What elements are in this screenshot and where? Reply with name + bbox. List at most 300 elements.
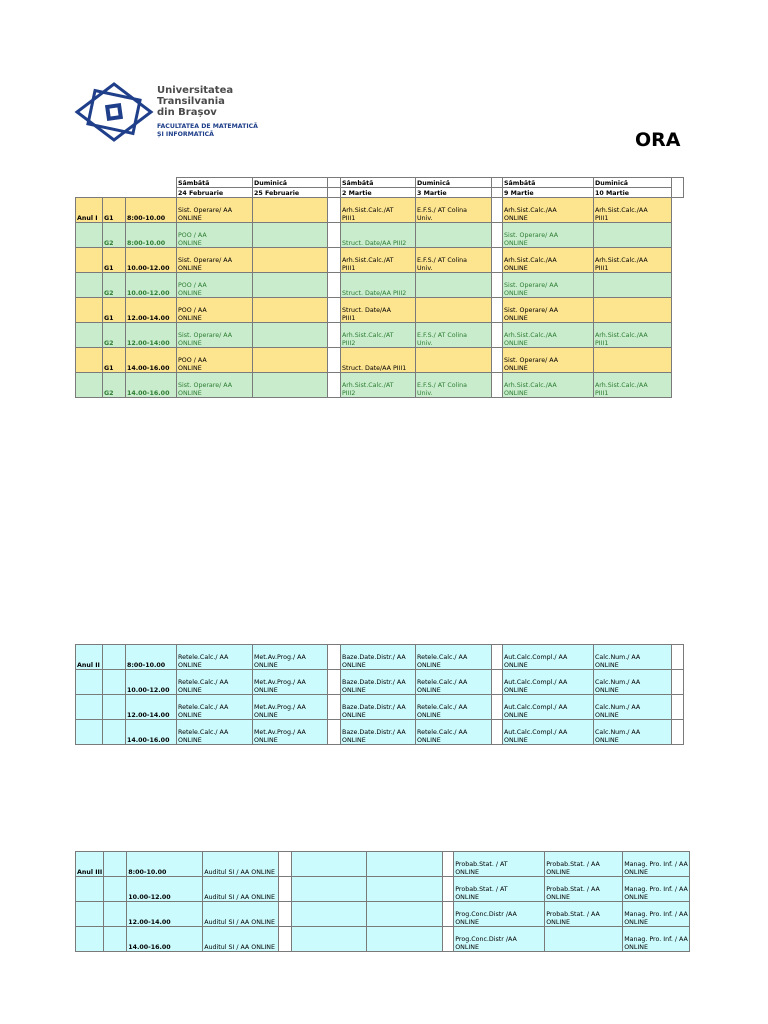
schedule-cell [341,348,416,373]
schedule-cell [341,223,416,248]
table-row [76,273,684,298]
cell-text: ONLINE [624,868,648,876]
schedule-cell [253,720,328,745]
column-separator [328,223,341,248]
cell-text: ONLINE [504,686,528,694]
cell-text: ONLINE [504,264,528,272]
cell-text: Sist. Operare/ AA [504,282,559,290]
schedule-cell [594,373,672,398]
cell-text: ONLINE [546,868,570,876]
cell-text: ONLINE [504,239,528,247]
schedule-cell [503,298,594,323]
faculty-name-line1: FACULTATEA DE MATEMATICĂ [157,123,258,130]
cell-text: E.F.S./ AT Colina [417,207,467,215]
cell-text: ONLINE [504,289,528,297]
schedule-cell [253,198,328,223]
schedule-cell [203,877,279,902]
group-label: G1 [103,348,126,373]
column-separator [328,198,341,223]
column-separator [443,902,454,927]
cell-text: E.F.S./ AT Colina [417,382,467,390]
group-label: G2 [103,223,126,248]
year-label: Anul I [76,198,103,223]
cell-text: Calc.Num./ AA [595,704,641,712]
schedule-cell [341,670,416,695]
cell-text: ONLINE [417,686,441,694]
group-label: G2 [103,273,126,298]
cell-text: ONLINE [178,686,202,694]
date-header: 24 Februarie [177,188,253,198]
schedule-cell [253,248,328,273]
year-label [76,927,104,952]
table-row [76,902,690,927]
cell-text: ONLINE [595,711,619,719]
cell-text: Sist. Operare/ AA [504,357,559,365]
year-label [76,348,103,373]
group-label: G1 [103,198,126,223]
schedule-cell [503,248,594,273]
schedule-cell [203,902,279,927]
cell-text: ONLINE [178,711,202,719]
group-label [103,645,126,670]
day-header: Sâmbătă [503,178,594,188]
schedule-cell [341,298,416,323]
cell-text: ONLINE [595,686,619,694]
column-separator [328,645,341,670]
column-separator [492,223,503,248]
column-separator [492,248,503,273]
column-separator [672,645,684,670]
schedule-cell [341,273,416,298]
cell-text: ONLINE [342,711,366,719]
schedule-cell [594,695,672,720]
schedule-cell [253,670,328,695]
column-separator [328,348,341,373]
cell-text: PIII1 [342,264,356,272]
cell-text: Univ. [417,214,433,222]
year-label [76,373,103,398]
time-slot: 12.00-14.00 [127,902,203,927]
cell-text: PIII2 [342,389,356,397]
cell-text: Manag. Pro. Inf. / AA [624,861,688,869]
cell-text: Manag. Pro. Inf. / AA [624,886,688,894]
cell-text: Arh.Sist.Calc./AA [504,332,557,340]
cell-text: Met.Av.Prog./ AA [254,654,306,662]
schedule-cell [594,198,672,223]
cell-text: Aut.Calc.Compl./ AA [504,704,568,712]
schedule-cell [341,323,416,348]
schedule-cell [341,645,416,670]
schedule-cell [454,902,545,927]
schedule-cell [416,720,492,745]
table-row [76,670,684,695]
year-label: Anul III [76,852,104,877]
schedule-cell [341,695,416,720]
schedule-cell [367,902,443,927]
schedule-cell [177,198,253,223]
time-slot: 8:00-10.00 [126,645,177,670]
cell-text: Prog.Conc.Distr /AA [455,911,517,919]
page-title: ORA [635,129,681,151]
column-separator [492,323,503,348]
schedule-cell [416,348,492,373]
cell-text: ONLINE [178,264,202,272]
cell-text: ONLINE [417,711,441,719]
schedule-cell [594,645,672,670]
schedule-cell [416,198,492,223]
schedule-cell [416,298,492,323]
column-separator [279,902,292,927]
cell-text: ONLINE [178,339,202,347]
year-label [76,902,104,927]
table-row [76,348,684,373]
schedule-cell [503,198,594,223]
cell-text: Retele.Calc./ AA [178,679,229,687]
group-label [104,927,127,952]
cell-text: ONLINE [504,711,528,719]
cell-text: Struct. Date/AA PIII1 [342,364,407,372]
column-separator [492,720,503,745]
schedule-cell [367,927,443,952]
table-row [76,877,690,902]
day-header: Duminică [594,178,672,188]
cell-text: Sist. Operare/ AA [504,232,559,240]
schedule-cell [416,273,492,298]
cell-text: ONLINE [178,239,202,247]
group-label [104,852,127,877]
schedule-cell [253,695,328,720]
cell-text: Probab.Stat. / AA [546,911,600,919]
schedule-cell [292,927,367,952]
cell-text: Arh.Sist.Calc./AA [504,257,557,265]
cell-text: Retele.Calc./ AA [178,654,229,662]
cell-text: PIII1 [342,214,356,222]
schedule-cell [416,223,492,248]
schedule-cell [503,695,594,720]
cell-text: ONLINE [504,339,528,347]
schedule-cell [416,645,492,670]
cell-text: ONLINE [417,661,441,669]
column-separator [492,373,503,398]
cell-text: ONLINE [254,736,278,744]
cell-text: Auditul SI / AA ONLINE [204,943,275,951]
cell-text: Arh.Sist.Calc./AT [342,332,394,340]
schedule-cell [177,273,253,298]
schedule-cell [416,373,492,398]
schedule-cell [594,348,672,373]
table-row [76,323,684,348]
cell-text: Sist. Operare/ AA [504,307,559,315]
cell-text: ONLINE [455,918,479,926]
cell-text: ONLINE [342,686,366,694]
cell-text: ONLINE [254,661,278,669]
cell-text: ONLINE [178,214,202,222]
cell-text: Auditul SI / AA ONLINE [204,868,275,876]
cell-text: Baze.Date.Distr./ AA [342,679,406,687]
cell-text: ONLINE [546,893,570,901]
schedule-cell [341,720,416,745]
group-label [104,902,127,927]
cell-text: Aut.Calc.Compl./ AA [504,729,568,737]
cell-text: Retele.Calc./ AA [417,679,468,687]
schedule-cell [503,670,594,695]
cell-text: Baze.Date.Distr./ AA [342,704,406,712]
table-row [76,248,684,273]
schedule-cell [177,695,253,720]
column-separator [328,720,341,745]
schedule-cell [503,373,594,398]
cell-text: Met.Av.Prog./ AA [254,704,306,712]
column-separator [492,670,503,695]
cell-text: Auditul SI / AA ONLINE [204,893,275,901]
column-separator [279,927,292,952]
cell-text: Retele.Calc./ AA [178,729,229,737]
cell-text: Struct. Date/AA PIII2 [342,289,407,297]
university-name-line1: Universitatea [157,85,234,96]
group-label: G1 [103,298,126,323]
column-separator [443,877,454,902]
table-row [76,720,684,745]
column-separator [328,373,341,398]
cell-text: ONLINE [455,943,479,951]
cell-text: ONLINE [504,661,528,669]
date-header: 2 Martie [341,188,416,198]
cell-text: Univ. [417,339,433,347]
schedule-cell [623,927,690,952]
cell-text: Univ. [417,264,433,272]
schedule-cell [177,323,253,348]
column-separator [672,670,684,695]
cell-text: Manag. Pro. Inf. / AA [624,936,688,944]
schedule-cell [594,323,672,348]
schedule-cell [292,902,367,927]
schedule-cell [623,902,690,927]
schedule-cell [253,323,328,348]
cell-text: POO / AA [178,232,207,240]
cell-text: ONLINE [254,686,278,694]
cell-text: PIII1 [595,264,609,272]
cell-text: ONLINE [455,868,479,876]
cell-text: ONLINE [624,918,648,926]
time-slot: 10.00-12.00 [126,248,177,273]
cell-text: Met.Av.Prog./ AA [254,729,306,737]
schedule-cell [292,877,367,902]
schedule-table-anul-1 [75,177,684,398]
table-row [76,852,690,877]
cell-text: Univ. [417,389,433,397]
schedule-cell [594,298,672,323]
year-label [76,877,104,902]
cell-text: ONLINE [254,711,278,719]
university-name-line2: Transilvania [157,96,225,107]
schedule-cell [503,645,594,670]
cell-text: Retele.Calc./ AA [417,654,468,662]
schedule-cell [503,348,594,373]
cell-text: ONLINE [178,289,202,297]
schedule-cell [177,670,253,695]
year-label [76,298,103,323]
day-header: Sâmbătă [177,178,253,188]
time-slot: 10.00-12.00 [126,670,177,695]
table-row [76,198,684,223]
cell-text: Arh.Sist.Calc./AA [595,332,648,340]
schedule-cell [594,670,672,695]
column-separator [672,695,684,720]
cell-text: PIII2 [342,339,356,347]
cell-text: ONLINE [624,893,648,901]
time-slot: 12.00-14.00 [126,298,177,323]
schedule-cell [253,273,328,298]
cell-text: Calc.Num./ AA [595,654,641,662]
table-row [76,927,690,952]
cell-text: Baze.Date.Distr./ AA [342,654,406,662]
cell-text: ONLINE [504,736,528,744]
cell-text: Retele.Calc./ AA [417,704,468,712]
cell-text: ONLINE [504,314,528,322]
year-label [76,223,103,248]
cell-text: Aut.Calc.Compl./ AA [504,654,568,662]
table-row [76,223,684,248]
cell-text: Arh.Sist.Calc./AA [595,257,648,265]
day-header: Duminică [253,178,328,188]
schedule-cell [177,248,253,273]
schedule-cell [253,348,328,373]
schedule-cell [454,852,545,877]
cell-text: ONLINE [504,389,528,397]
cell-text: ONLINE [417,736,441,744]
table-row [76,373,684,398]
column-separator [672,720,684,745]
cell-text: Met.Av.Prog./ AA [254,679,306,687]
year-label [76,670,103,695]
group-label: G2 [103,373,126,398]
column-separator [492,348,503,373]
schedule-cell [416,695,492,720]
schedule-cell [416,323,492,348]
cell-text: ONLINE [342,661,366,669]
column-separator [328,248,341,273]
table-row [76,645,684,670]
cell-text: PIII1 [342,314,356,322]
cell-text: Calc.Num./ AA [595,679,641,687]
cell-text: ONLINE [504,214,528,222]
cell-text: POO / AA [178,282,207,290]
schedule-cell [177,298,253,323]
cell-text: ONLINE [455,893,479,901]
schedule-cell [594,223,672,248]
schedule-cell [341,248,416,273]
schedule-cell [545,852,623,877]
column-separator [492,645,503,670]
cell-text: Arh.Sist.Calc./AT [342,382,394,390]
cell-text: Sist. Operare/ AA [178,207,233,215]
column-separator [443,852,454,877]
cell-text: ONLINE [595,661,619,669]
schedule-cell [253,298,328,323]
group-label: G1 [103,248,126,273]
cell-text: Manag. Pro. Inf. / AA [624,911,688,919]
column-separator [328,695,341,720]
cell-text: ONLINE [624,943,648,951]
schedule-cell [594,248,672,273]
schedule-cell [292,852,367,877]
column-separator [328,323,341,348]
university-name-line3: din Brașov [157,107,217,118]
year-label [76,248,103,273]
university-logo [74,81,154,143]
time-slot: 14.00-16.00 [126,720,177,745]
schedule-cell [503,720,594,745]
cell-text: E.F.S./ AT Colina [417,257,467,265]
schedule-cell [594,720,672,745]
date-header: 9 Martie [503,188,594,198]
cell-text: POO / AA [178,307,207,315]
cell-text: Struct. Date/AA PIII2 [342,239,407,247]
cell-text: Calc.Num./ AA [595,729,641,737]
column-separator [328,298,341,323]
schedule-cell [454,927,545,952]
faculty-name-line2: ȘI INFORMATICĂ [157,131,214,138]
cell-text: Arh.Sist.Calc./AA [595,382,648,390]
cell-text: PIII1 [595,214,609,222]
schedule-cell [177,223,253,248]
cell-text: Aut.Calc.Compl./ AA [504,679,568,687]
cell-text: Sist. Operare/ AA [178,257,233,265]
day-header: Duminică [416,178,492,188]
schedule-cell [203,927,279,952]
time-slot: 14.00-16.00 [126,348,177,373]
date-header: 25 Februarie [253,188,328,198]
schedule-cell [177,348,253,373]
cell-text: ONLINE [504,364,528,372]
cell-text: E.F.S./ AT Colina [417,332,467,340]
cell-text: ONLINE [178,314,202,322]
schedule-cell [253,645,328,670]
day-header: Sâmbătă [341,178,416,188]
column-separator [492,273,503,298]
year-label [76,273,103,298]
schedule-cell [341,373,416,398]
cell-text: Prog.Conc.Distr /AA [455,936,517,944]
cell-text: Baze.Date.Distr./ AA [342,729,406,737]
date-header: 3 Martie [416,188,492,198]
schedule-cell [454,877,545,902]
schedule-cell [203,852,279,877]
cell-text: Arh.Sist.Calc./AA [504,382,557,390]
column-separator [492,695,503,720]
year-label [76,695,103,720]
cell-text: ONLINE [342,736,366,744]
time-slot: 8:00-10.00 [126,223,177,248]
schedule-cell [367,877,443,902]
cell-text: ONLINE [595,736,619,744]
group-label [103,720,126,745]
year-label: Anul II [76,645,103,670]
column-separator [443,927,454,952]
schedule-cell [545,902,623,927]
column-separator [492,298,503,323]
column-separator [279,877,292,902]
cell-text: Retele.Calc./ AA [417,729,468,737]
schedule-cell [545,927,623,952]
time-slot: 14.00-16.00 [127,927,203,952]
schedule-cell [177,645,253,670]
cell-text: ONLINE [178,661,202,669]
cell-text: Retele.Calc./ AA [178,704,229,712]
group-label [103,670,126,695]
schedule-cell [503,223,594,248]
schedule-cell [253,373,328,398]
